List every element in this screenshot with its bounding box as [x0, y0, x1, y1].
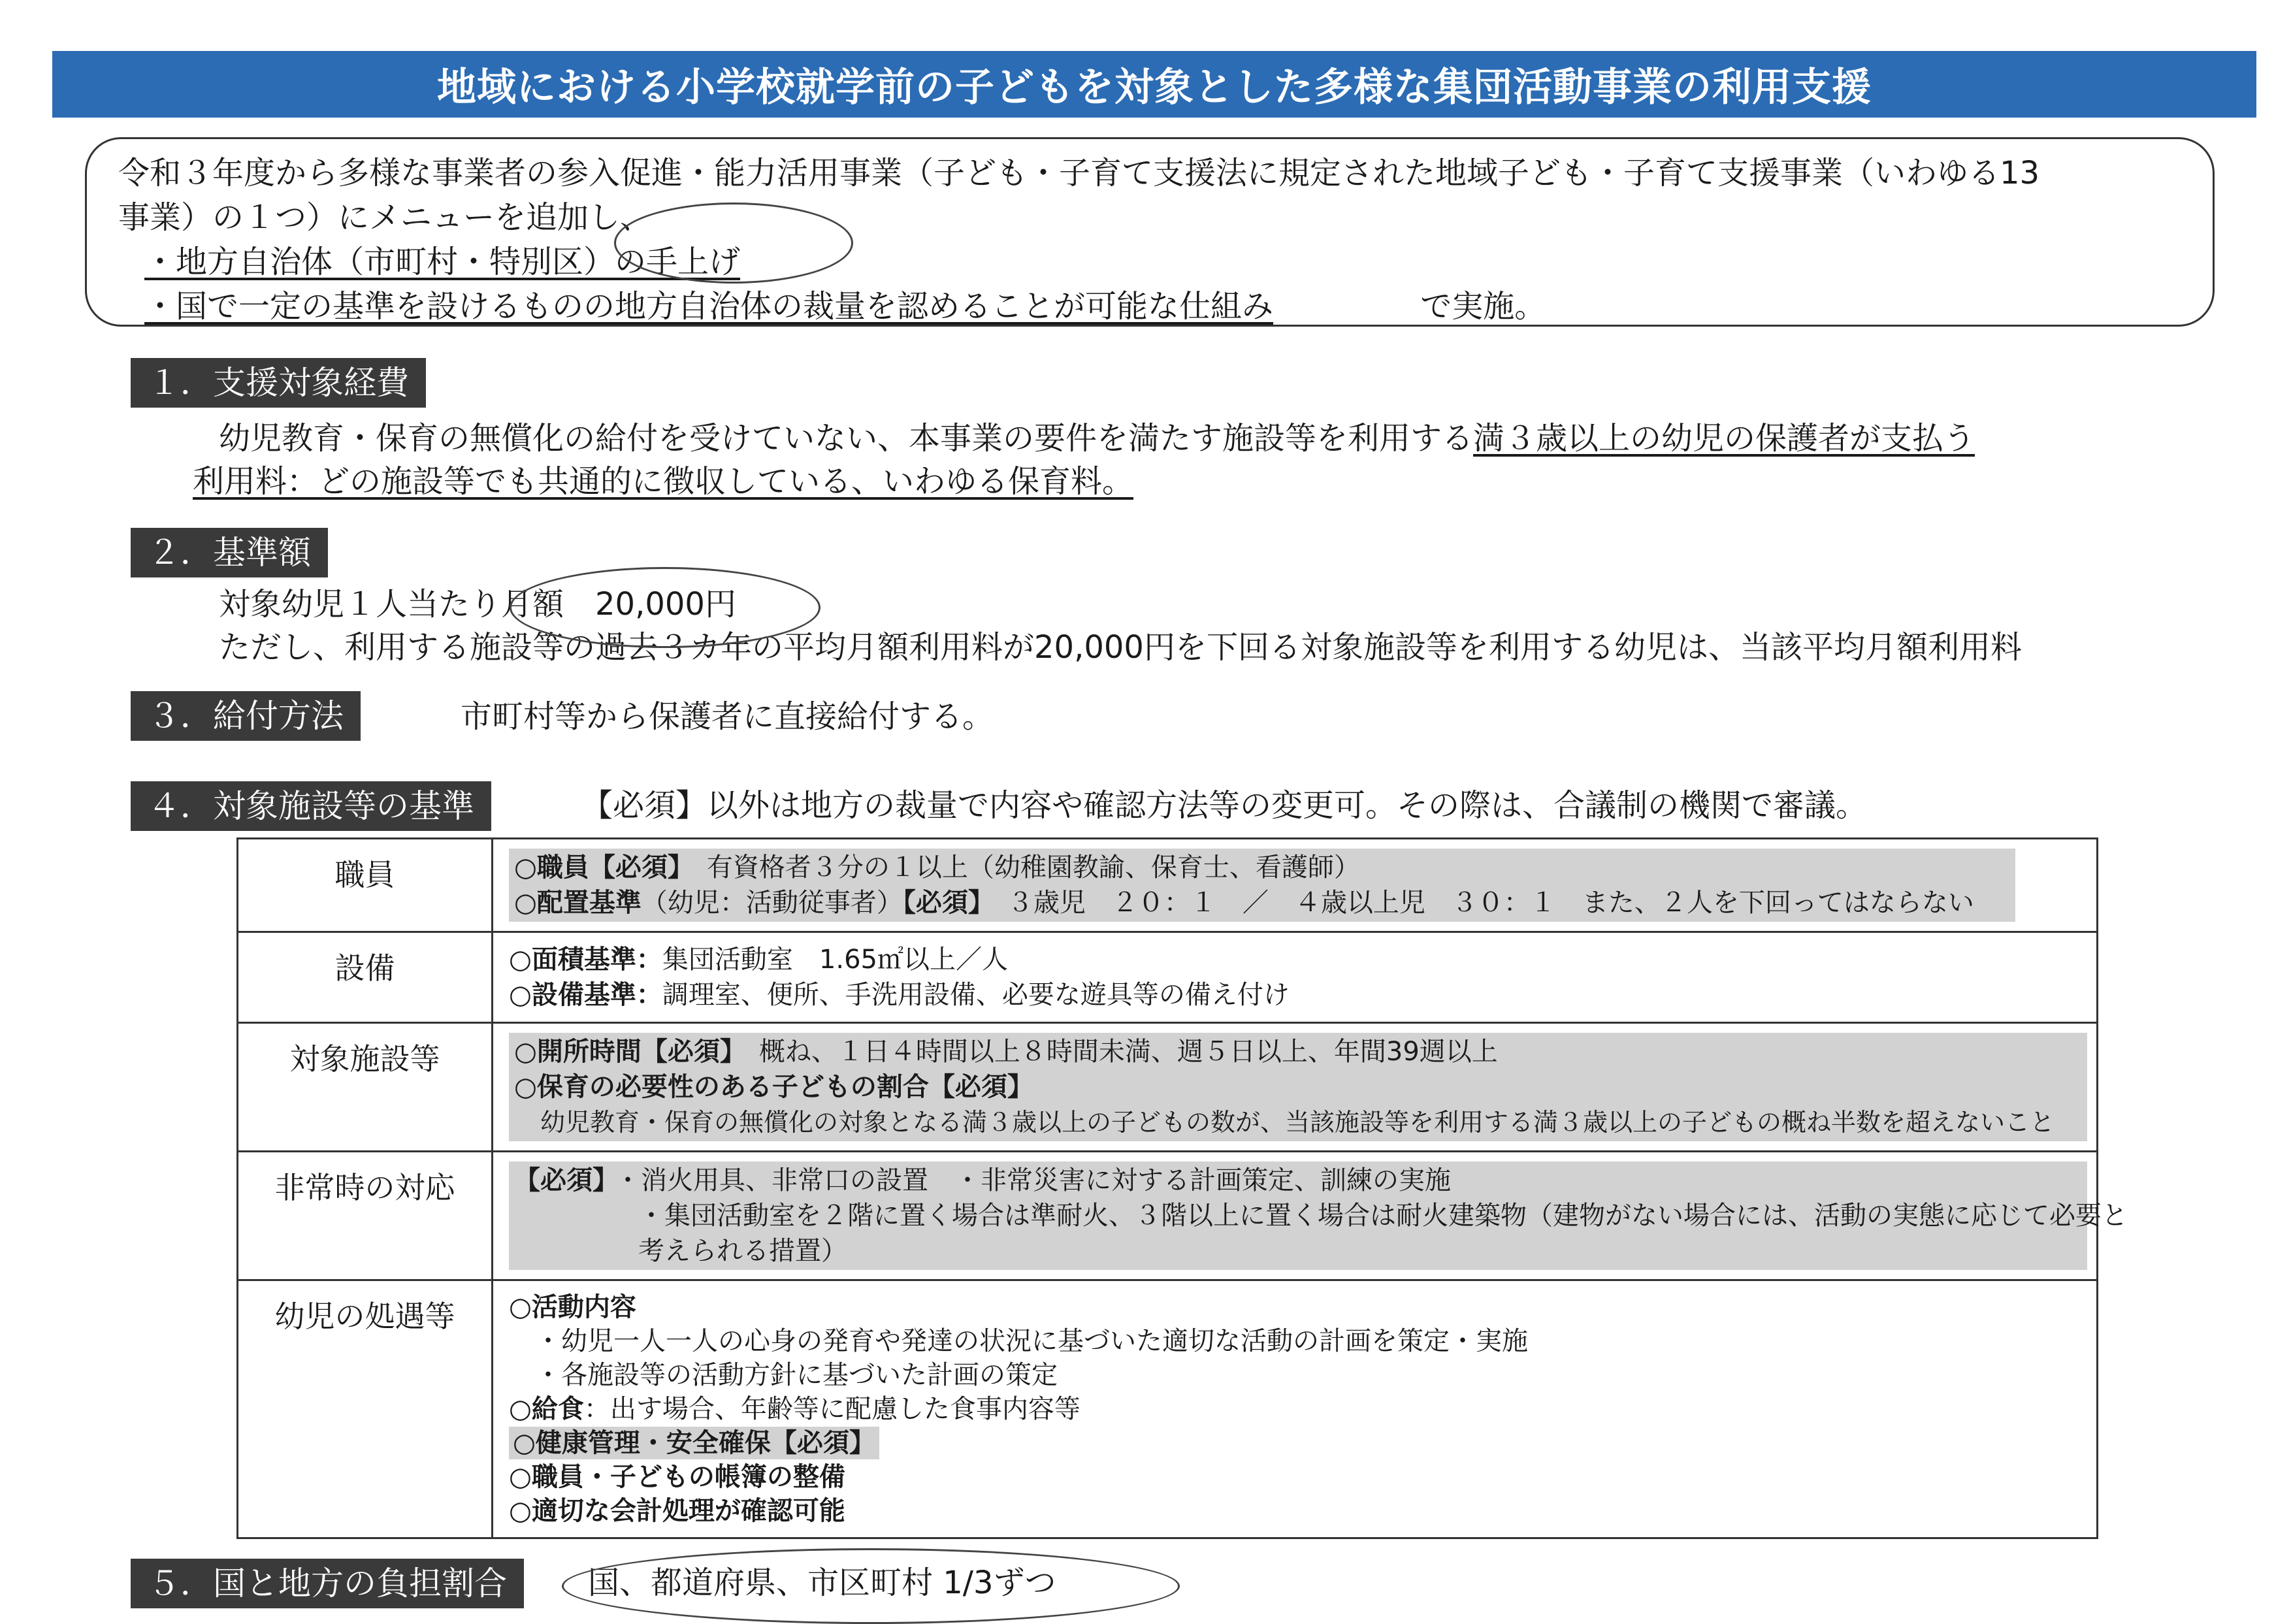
section-3-text: 市町村等から保護者に直接給付する。 — [461, 698, 994, 735]
emergency-text-3: 考えられる措置） — [638, 1236, 847, 1266]
staffing-ratio-required: 【必須】 — [902, 888, 994, 918]
section-1-line-1-plain: 幼児教育・保育の無償化の給付を受けていない、本事業の要件を満たす施設等を利用する — [219, 420, 1474, 457]
intro-bullet-2-text: ・国で一定の基準を設けるものの地方自治体の裁量を認めることが可能な仕組み — [144, 288, 1274, 325]
records-label: ○職員・子どもの帳簿の整備 — [509, 1462, 845, 1492]
row-content-staff — [493, 839, 2098, 932]
health-safety-label: ○健康管理・安全確保【必須】 — [509, 1427, 879, 1459]
intro-line-2: 事業）の１つ）にメニューを追加し、 — [118, 199, 652, 236]
staff-requirement-label: ○職員【必須】 — [514, 853, 694, 883]
intro-bullet-1-text: ・地方自治体（市町村・特別区）の手上げ — [144, 244, 741, 280]
activity-content-text-2: ・各施設等の活動方針に基づいた計画の策定 — [535, 1360, 1058, 1390]
accounting-label: ○適切な会計処理が確認可能 — [509, 1496, 845, 1526]
emergency-text-2: ・集団活動室を２階に置く場合は準耐火、３階以上に置く場合は耐火建築物（建物がない場合には、活動の実態に応じて必要と — [638, 1201, 2128, 1231]
shaded-required-block — [509, 1033, 2087, 1141]
intro-bullet-2 — [118, 284, 2181, 329]
section-5-text: 国、都道府県、市区町村 1/3ずつ — [588, 1565, 1056, 1601]
staffing-ratio-scope: （幼児：活動従事者） — [641, 888, 903, 918]
section-1-line-2: 利用料：どの施設等でも共通的に徴収している、いわゆる保育料。 — [193, 463, 1134, 500]
opening-hours-text: 概ね、１日４時間以上８時間未満、週５日以上、年間39週以上 — [758, 1037, 1498, 1067]
meals-text: ：出す場合、年齢等に配慮した食事内容等 — [583, 1394, 1081, 1424]
equipment-standard-label: ○設備基準： — [509, 980, 662, 1010]
activity-content-label: ○活動内容 — [509, 1292, 636, 1322]
area-standard-text: 集団活動室 1.65㎡以上／人 — [662, 945, 1008, 975]
staff-requirement-text: 有資格者３分の１以上（幼稚園教諭、保育士、看護師） — [706, 853, 1360, 883]
activity-content-text-1: ・幼児一人一人の心身の発育や発達の状況に基づいた適切な活動の計画を策定・実施 — [535, 1326, 1528, 1356]
intro-bullet-2-suffix: で実施。 — [1420, 288, 1546, 325]
section-heading-2: ２．基準額 — [131, 528, 328, 577]
section-1-line-1-underlined: 満３歳以上の幼児の保護者が支払う — [1473, 420, 1975, 457]
row-label-equipment: 設備 — [238, 932, 493, 1023]
row-label-facility: 対象施設等 — [238, 1023, 493, 1152]
row-content-equipment — [493, 932, 2098, 1023]
criteria-table — [236, 837, 2128, 1539]
section-1-line-1 — [219, 417, 1975, 460]
row-label-staff: 職員 — [238, 839, 493, 932]
row-content-facility — [493, 1023, 2098, 1152]
table-row — [238, 1152, 2098, 1280]
section-heading-4: ４．対象施設等の基準 — [131, 781, 491, 831]
row-label-emergency: 非常時の対応 — [238, 1152, 493, 1280]
section-heading-3: ３．給付方法 — [131, 691, 361, 741]
intro-box — [85, 137, 2215, 327]
page-title: 地域における小学校就学前の子どもを対象とした多様な集団活動事業の利用支援 — [52, 51, 2256, 118]
emergency-text-1: ・消火用具、非常口の設置 ・非常災害に対する計画策定、訓練の実施 — [615, 1165, 1451, 1195]
section-heading-1: １．支援対象経費 — [131, 358, 426, 408]
intro-bullet-1 — [118, 240, 2181, 284]
table-row — [238, 932, 2098, 1023]
section-2-body — [219, 583, 2022, 669]
row-content-emergency — [493, 1152, 2128, 1280]
equipment-standard-text: 調理室、便所、手洗用設備、必要な遊具等の備え付け — [662, 980, 1290, 1010]
meals-label: ○給食 — [509, 1394, 584, 1424]
row-label-care: 幼児の処遇等 — [238, 1280, 493, 1538]
staffing-ratio-text: ３歳児 ２０：１ ／ ４歳以上児 ３０：１ また、２人を下回ってはならない — [1007, 888, 1974, 918]
section-heading-5: ５．国と地方の負担割合 — [131, 1559, 524, 1608]
childcare-necessity-text: 幼児教育・保育の無償化の対象となる満３歳以上の子どもの数が、当該施設等を利用する満３歳以上の子どもの概ね半数を超えないこと — [540, 1108, 2055, 1137]
childcare-necessity-label: ○保育の必要性のある子どもの割合【必須】 — [514, 1072, 1033, 1102]
shaded-required-block — [509, 1161, 2128, 1270]
section-2-line-2: ただし、利用する施設等の過去３カ年の平均月額利用料が20,000円を下回る対象施設等を利用する幼児は、当該平均月額利用料 — [219, 629, 2022, 666]
table-row — [238, 839, 2098, 932]
emergency-required-label: 【必須】 — [514, 1165, 606, 1195]
staffing-ratio-label: ○配置基準 — [514, 888, 642, 918]
table-row — [238, 1023, 2098, 1152]
area-standard-label: ○面積基準： — [509, 945, 662, 975]
shaded-required-block — [509, 849, 2015, 922]
row-content-care — [493, 1280, 2098, 1538]
section-1-body — [193, 417, 1975, 503]
opening-hours-label: ○開所時間【必須】 — [514, 1037, 746, 1067]
intro-line-1: 令和３年度から多様な事業者の参入促進・能力活用事業（子ども・子育て支援法に規定された地域子ども・子育て支援事業（いわゆる13 — [118, 155, 2040, 191]
section-4-note: 【必須】以外は地方の裁量で内容や確認方法等の変更可。その際は、合議制の機関で審議。 — [581, 787, 1868, 824]
section-2-line-1: 対象幼児１人当たり月額 20,000円 — [219, 586, 736, 623]
table-row — [238, 1280, 2098, 1538]
